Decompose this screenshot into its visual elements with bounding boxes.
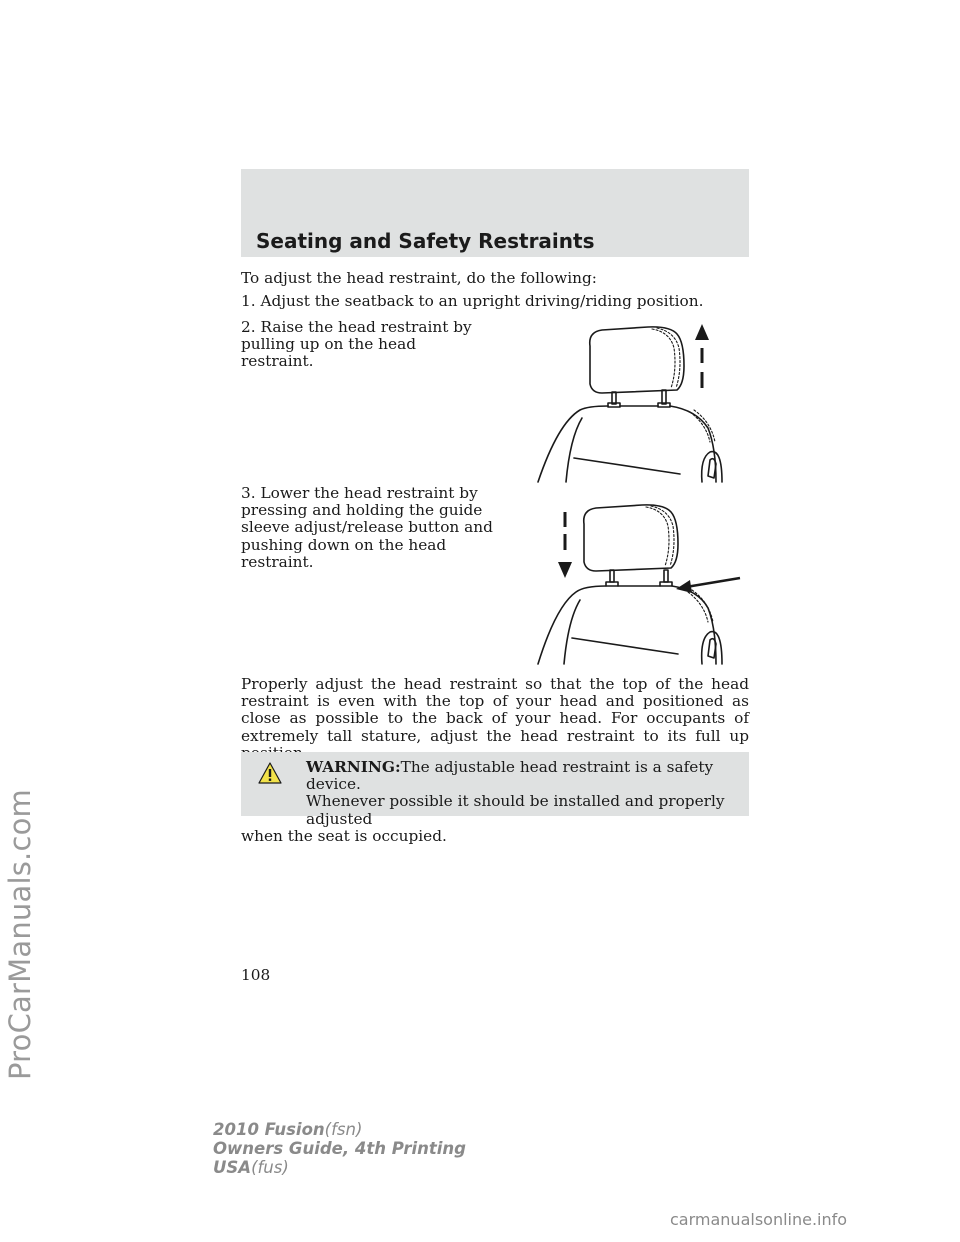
site-watermark: carmanualsonline.info bbox=[670, 1210, 848, 1229]
head-restraint-lower-figure bbox=[530, 500, 745, 666]
adjustment-paragraph: Properly adjust the head restraint so that the top of the head restraint is even with the top of your head and positioned as close as possible to the back of your head. For occupants of extremely tall stature, adjust the head restraint to its full up bbox=[241, 675, 749, 745]
warning-line-2: Whenever possible it should be installed and properly adjusted bbox=[306, 792, 725, 828]
warning-label: WARNING: bbox=[306, 758, 401, 776]
warning-line-1: The adjustable head restraint is a safety device. bbox=[306, 758, 714, 794]
step-1-text: 1. Adjust the seatback to an upright driving/riding position. bbox=[241, 292, 704, 310]
document-footer bbox=[213, 1120, 466, 1177]
warning-text bbox=[241, 759, 741, 845]
release-button-arrow-icon bbox=[676, 578, 740, 593]
section-title: Seating and Safety Restraints bbox=[256, 229, 595, 253]
warning-box bbox=[241, 752, 749, 845]
step-2-text: 2. Raise the head restraint by pulling up on the head restraint. bbox=[241, 318, 472, 371]
side-watermark: ProCarManuals.com bbox=[3, 789, 37, 1080]
step-3-text: 3. Lower the head restraint by pressing and holding the guide sleeve adjust/release button and pushing down on the head restraint. bbox=[241, 484, 493, 571]
footer-guide: Owners Guide, 4th Printing bbox=[213, 1139, 466, 1158]
intro-text: To adjust the head restraint, do the following: bbox=[241, 269, 597, 287]
footer-model: 2010 Fusion bbox=[213, 1120, 325, 1139]
footer-market: USA bbox=[213, 1158, 252, 1177]
page-number: 108 bbox=[241, 966, 271, 984]
footer-model-code: (fsn) bbox=[324, 1120, 363, 1139]
raise-arrow-icon bbox=[695, 324, 709, 388]
warning-line-3: when the seat is occupied. bbox=[241, 826, 447, 845]
lower-arrow-icon bbox=[558, 512, 572, 578]
head-restraint-raise-figure bbox=[530, 318, 730, 484]
footer-market-code: (fus) bbox=[251, 1158, 289, 1177]
